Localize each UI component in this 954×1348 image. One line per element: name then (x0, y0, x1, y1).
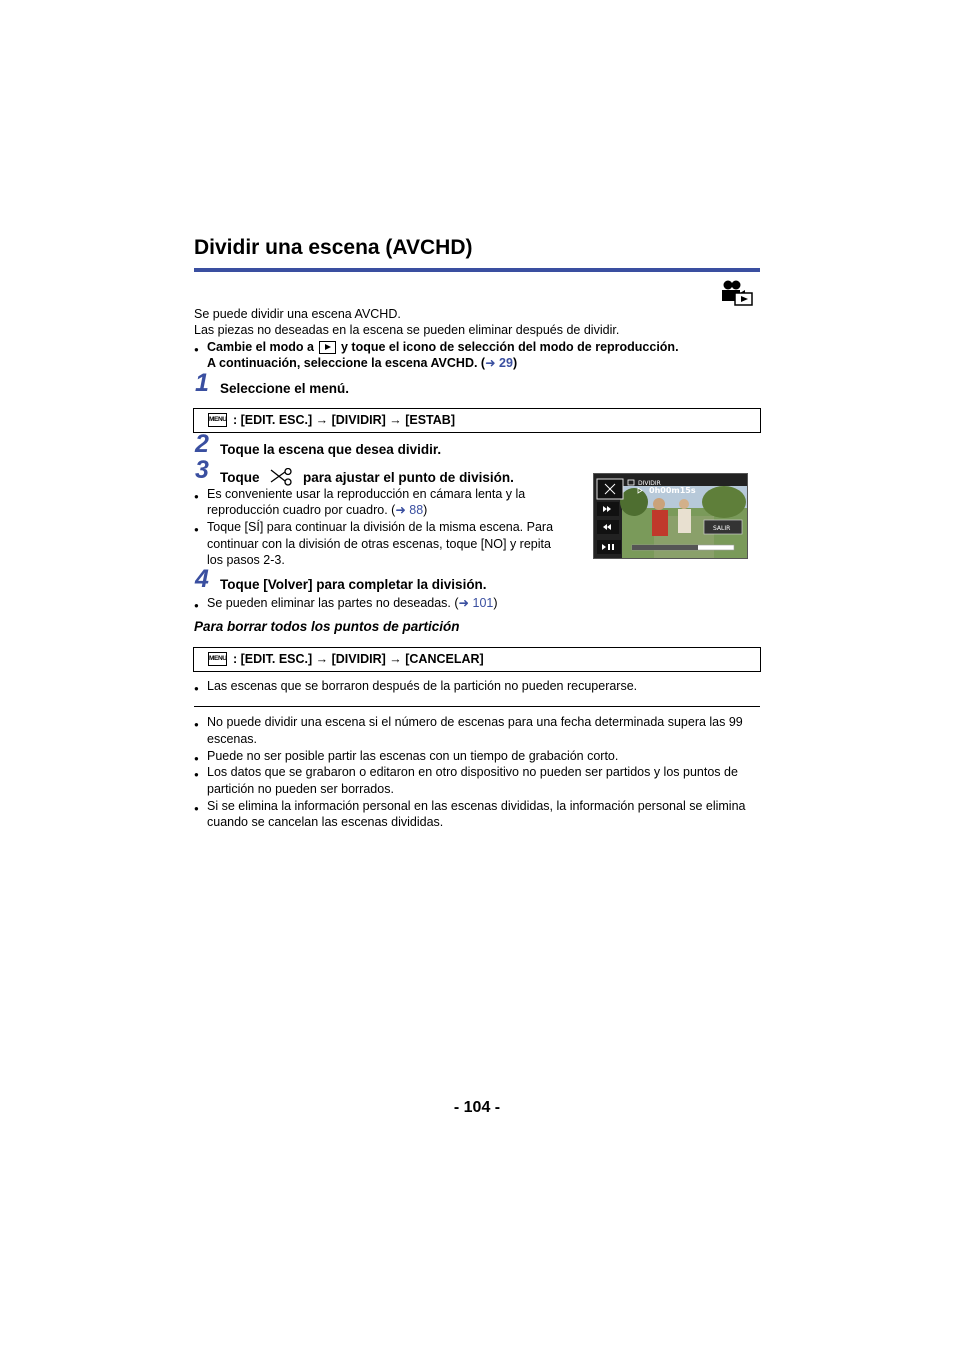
intro-bullet-text-a: Cambie el modo a (207, 340, 314, 354)
step-4-number: 4 (195, 565, 209, 593)
step-3-note-1-line-2 (207, 502, 427, 519)
intro-bullet-line-2 (207, 355, 517, 372)
step-3-note-1-close: ) (423, 503, 428, 517)
step-3-note-1-line-2-text: reproducción cuadro por cuadro. ( (207, 503, 396, 517)
menu-path-2: : [EDIT. ESC.] → [DIVIDIR] → [CANCELAR] (233, 652, 484, 666)
step-3-note-1-line-1: ● Es conveniente usar la reproducción en cámara lenta y la (207, 486, 525, 503)
step-4-note-text: Se pueden eliminar las partes no deseadas. ( (207, 596, 459, 610)
page-link-101[interactable]: ➜ 101 (458, 596, 494, 610)
intro-bullet-close: ) (512, 356, 518, 370)
play-mode-icon (319, 341, 336, 354)
step-1-text: Seleccione el menú. (220, 381, 350, 396)
intro-bullet-text-b: y toque el icono de selección del modo de reproducción. (340, 340, 679, 354)
scissors-icon (269, 468, 293, 486)
video-playback-mode-icon (720, 279, 754, 307)
screen-exit-button[interactable]: SALIR (713, 525, 731, 532)
page-link-88[interactable]: ➜ 88 (395, 503, 424, 517)
camera-screen-illustration (593, 473, 748, 559)
step-3-note-2-line-2: continuar con la división de otras escenas, toque [NO] y repita (207, 537, 551, 551)
step-3-note-2-line-1: ● Toque [SÍ] para continuar la división de la misma escena. Para (207, 519, 553, 536)
note-1-line-1: ● No puede dividir una escena si el número de escenas para una fecha determinada supera las 99 (207, 714, 743, 731)
step-2-text: Toque la escena que desea dividir. (220, 442, 442, 457)
menu-icon-2: MENU (208, 652, 227, 666)
page-title: Dividir una escena (AVCHD) (194, 236, 473, 259)
menu-icon: MENU (208, 413, 227, 427)
step-4-note (207, 595, 498, 612)
step-3-text-a: Toque (220, 470, 260, 485)
note-4-line-2: cuando se cancelan las escenas divididas. (207, 815, 444, 829)
intro-bullet-line-2-text: A continuación, seleccione la escena AVCHD. ( (207, 356, 486, 370)
note-3-line-1: ● Los datos que se grabaron o editaron en otro dispositivo no pueden ser partidos y los puntos de (207, 764, 738, 781)
menu-path-box-1 (193, 408, 761, 433)
menu-path-1: : [EDIT. ESC.] → [DIVIDIR] → [ESTAB] (233, 413, 455, 427)
step-3-note-2-line-3: los pasos 2-3. (207, 553, 285, 567)
notes-divider (194, 706, 760, 707)
step-4-note-close: ) (493, 596, 498, 610)
step-3-text (220, 468, 514, 486)
screen-label: DIVIDIR (638, 480, 661, 487)
note-4-line-1: ● Si se elimina la información personal en las escenas divididas, la información personal se elimina (207, 798, 745, 815)
step-3-text-b: para ajustar el punto de división. (303, 470, 514, 485)
after-box-note: ● Las escenas que se borraron después de la partición no pueden recuperarse. (207, 678, 637, 695)
step-1-number: 1 (195, 369, 209, 397)
note-2: ● Puede no ser posible partir las escenas con un tiempo de grabación corto. (207, 748, 618, 765)
page-link-29[interactable]: ➜ 29 (485, 356, 513, 370)
intro-line-1: Se puede dividir una escena AVCHD. (194, 307, 401, 321)
subheading: Para borrar todos los puntos de partición (194, 619, 460, 634)
note-3-line-2: partición no pueden ser borrados. (207, 782, 394, 796)
step-2-number: 2 (195, 430, 209, 458)
screen-scene (594, 474, 747, 558)
screen-timecode: 0h00m15s (649, 486, 696, 495)
menu-path-box-2 (193, 647, 761, 672)
note-1-line-2: escenas. (207, 732, 258, 746)
intro-line-2: Las piezas no deseadas en la escena se pueden eliminar después de dividir. (194, 323, 620, 337)
step-4-text: Toque [Volver] para completar la división. (220, 577, 487, 592)
intro-bullet (207, 339, 679, 356)
page-number: - 104 - (453, 1099, 501, 1116)
title-underline (194, 268, 760, 272)
step-3-number: 3 (195, 456, 209, 484)
